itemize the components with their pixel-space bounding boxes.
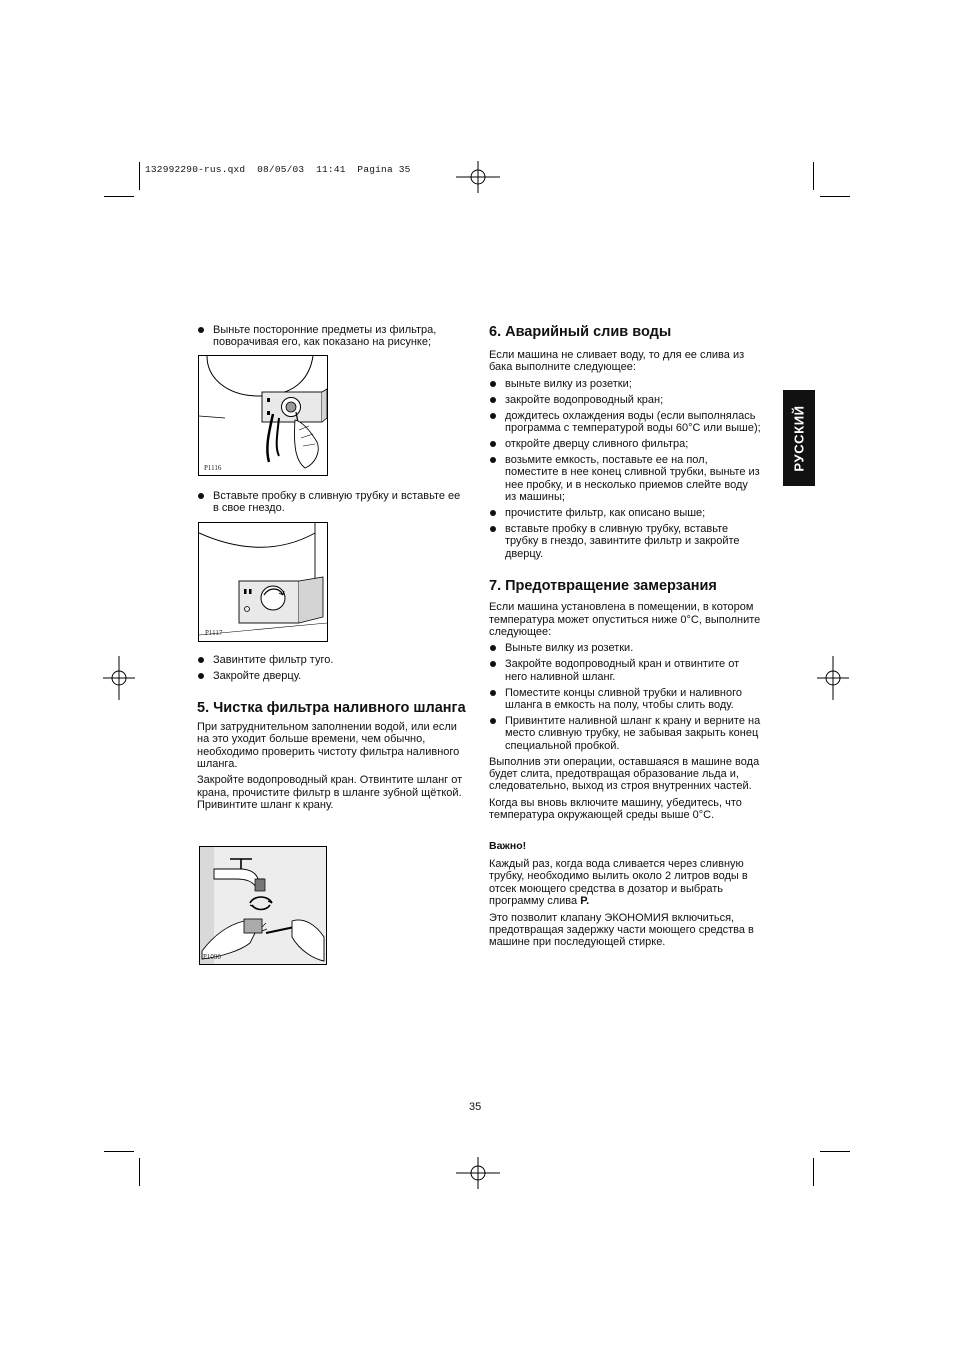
language-tab-label: РУССКИЙ <box>791 404 807 472</box>
list-item: вставьте пробку в сливную трубку, вставьте трубку в гнездо, завинтите фильтр и закройте дверцу. <box>489 523 761 560</box>
section-5-heading <box>197 700 467 716</box>
paragraph <box>489 858 761 908</box>
important-paragraph-text: Каждый раз, когда вода сливается через сливную трубку, необходимо вылить около 2 литров воды в отсек моющего средства в дозатор и выбрать программу слива <box>489 858 748 908</box>
print-info: 132992290-rus.qxd 08/05/03 11:41 Pagina 35 <box>145 164 411 175</box>
paragraph: При затруднительном заполнении водой, или если на это уходит больше времени, чем обычно, необходимо проверить чистоту фильтра наливного шланга. <box>197 720 460 771</box>
crop-mark <box>813 1158 814 1186</box>
mid-bullets <box>197 490 467 515</box>
section-number: 7. <box>489 578 502 595</box>
crop-mark <box>820 1151 850 1152</box>
right-column <box>489 324 761 953</box>
section-title: Аварийный слив воды <box>505 324 672 340</box>
list-item: Привинтите наливной шланг к крану и верните на место сливную трубку, не забывая закрыть конец специальной пробкой. <box>489 715 761 752</box>
figure-hose-filter-cleaning <box>199 846 327 965</box>
section-title: Чистка фильтра наливного шланга <box>213 699 466 716</box>
paragraph: Закройте водопроводный кран. Отвинтите шланг от крана, прочистите фильтр в шланге зубной щёткой. Привинтите шланг к крану. <box>197 774 463 812</box>
left-column <box>197 324 467 353</box>
list-item: Вставьте пробку в сливную трубку и вставьте ее в свое гнездо. <box>197 490 467 515</box>
figure-plug-insertion <box>198 522 328 642</box>
section-6-heading <box>489 324 761 340</box>
hose-filter-cleaning-illustration <box>200 847 326 964</box>
drain-program-symbol: P. <box>580 895 590 908</box>
list-item: прочистите фильтр, как описано выше; <box>489 507 761 519</box>
figure-filter-removal <box>198 355 328 476</box>
language-tab <box>783 390 815 486</box>
intro-bullets <box>197 324 467 349</box>
list-item: Закройте водопроводный кран и отвинтите от него наливной шланг. <box>489 658 761 683</box>
list-item: Завинтите фильтр туго. <box>197 654 467 666</box>
crop-mark <box>820 196 850 197</box>
left-column-lower <box>197 654 467 816</box>
paragraph: Выполнив эти операции, оставшаяся в машине вода будет слита, предотвращая образование льда и, следовательно, выход из строя внутренних частей. <box>489 755 760 793</box>
crop-mark <box>104 1151 134 1152</box>
end-bullets <box>197 654 467 683</box>
crop-mark <box>813 162 814 190</box>
section-7-bullets <box>489 642 761 752</box>
registration-mark-right <box>817 656 849 700</box>
page-number: 35 <box>469 1101 482 1113</box>
list-item: Закройте дверцу. <box>197 670 467 682</box>
important-heading: Важно! <box>489 839 527 852</box>
crop-mark <box>139 162 140 190</box>
list-item: выньте вилку из розетки; <box>489 378 761 390</box>
list-item: дождитесь охлаждения воды (если выполнялась программа с температурой воды 60°C или выше); <box>489 410 761 435</box>
paragraph: Это позволит клапану ЭКОНОМИЯ включиться, предотвращая задержку части моющего средства в машине при последующей стирке. <box>489 911 754 949</box>
plug-insertion-illustration <box>199 523 327 641</box>
filter-removal-illustration <box>199 356 327 475</box>
figure-label: P1116 <box>204 464 222 472</box>
section-7-heading <box>489 578 761 594</box>
paragraph: Если машина установлена в помещении, в котором температура может опуститься ниже 0°C, выполните следующее: <box>489 601 761 638</box>
list-item: Поместите концы сливной трубки и наливного шланга в емкость на полу, чтобы слить воду. <box>489 687 761 712</box>
list-item: Выньте вилку из розетки. <box>489 642 761 654</box>
left-column-mid <box>197 490 467 519</box>
list-item: закройте водопроводный кран; <box>489 394 761 406</box>
list-item: откройте дверцу сливного фильтра; <box>489 438 761 450</box>
list-item: возьмите емкость, поставьте ее на пол, поместите в нее конец сливной трубки, выньте из нее пробку, и в несколько приемов слейте воду из машины; <box>489 454 761 504</box>
paragraph: Если машина не сливает воду, то для ее слива из бака выполните следующее: <box>489 349 745 374</box>
registration-mark-top <box>456 161 500 193</box>
paragraph: Когда вы вновь включите машину, убедитесь, что температура окружающей среды выше 0°C. <box>489 796 742 822</box>
registration-mark-bottom <box>456 1157 500 1189</box>
registration-mark-left <box>103 656 135 700</box>
list-item: Выньте посторонние предметы из фильтра, поворачивая его, как показано на рисунке; <box>197 324 467 349</box>
crop-mark <box>104 196 134 197</box>
section-title: Предотвращение замерзания <box>505 578 717 595</box>
crop-mark <box>139 1158 140 1186</box>
section-6-bullets <box>489 378 761 560</box>
section-number: 5. <box>197 699 210 716</box>
figure-label: P1117 <box>205 629 223 637</box>
figure-label: P1090 <box>203 953 221 961</box>
section-number: 6. <box>489 324 502 340</box>
